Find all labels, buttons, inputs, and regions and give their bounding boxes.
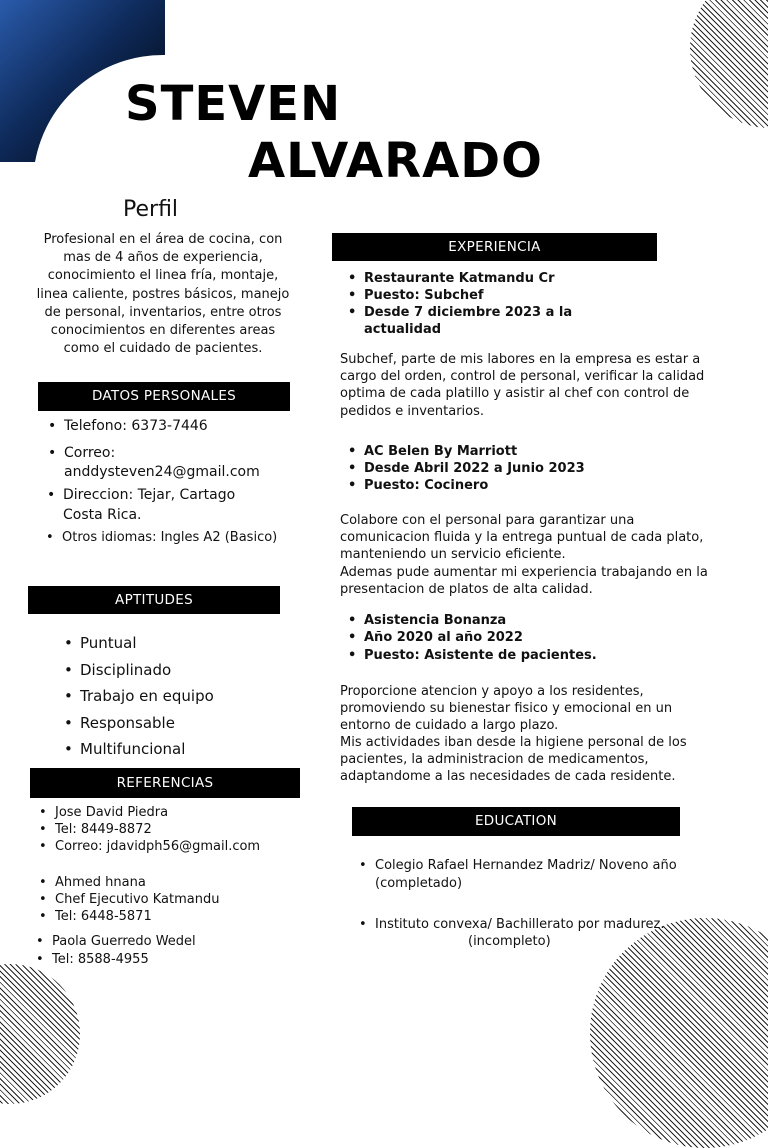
job1-company: • Restaurante Katmandu Cr [364,271,554,286]
email-value: anddysteven24@gmail.com [64,464,260,480]
referencias-heading: REFERENCIAS [30,768,300,798]
address-line-2: Costa Rica. [63,507,142,523]
profile-text: Profesional en el área de cocina, con mas de 4 años de experiencia, conocimiento el linea fría, montaje, linea caliente, postres básicos, manejo de personal, inventarios, entre otros conocimientos en diferentes areas como el cuidado de pacientes. [36,232,290,357]
reference-line: • Ahmed hnana [55,875,146,890]
job1-position: • Puesto: Subchef [364,288,484,303]
aptitude-item: • Multifuncional [80,740,185,758]
job1-dates-cont: actualidad [364,322,442,337]
hatched-circle-top-right [690,0,768,128]
experiencia-heading: EXPERIENCIA [332,233,657,261]
hatched-circle-bottom-left [0,964,80,1104]
aptitude-item: • Disciplinado [80,661,171,679]
job2-position: • Puesto: Cocinero [364,478,488,493]
address-line-1: • Direccion: Tejar, Cartago [63,487,235,503]
job3-dates: • Año 2020 al año 2022 [364,630,523,645]
job1-description: Subchef, parte de mis labores en la empresa es estar a cargo del orden, control de personal, verificar la calidad optima de cada platillo y asistir al chef con control de pedidos e inventarios. [340,352,705,419]
job1-dates: • Desde 7 diciembre 2023 a la [364,305,572,320]
job2-description-2: Ademas pude aumentar mi experiencia trabajando en la presentacion de platos de alta calidad. [340,565,708,598]
reference-line: • Tel: 8449-8872 [55,822,152,837]
education-item-2: • Instituto convexa/ Bachillerato por madurez. [375,916,664,934]
reference-line: • Jose David Piedra [55,805,168,820]
education-item-1: • Colegio Rafael Hernandez Madriz/ Noveno año [375,857,677,875]
last-name: ALVARADO [248,133,543,189]
reference-line: • Tel: 6448-5871 [55,909,152,924]
profile-title: Perfil [123,197,179,222]
job2-description-1: Colabore con el personal para garantizar una comunicacion fluida y la entrega puntual de cada plato, manteniendo un servicio eficiente. [340,513,704,563]
aptitude-item: • Puntual [80,634,137,652]
reference-line: • Chef Ejecutivo Katmandu [55,892,219,907]
job3-company: • Asistencia Bonanza [364,613,506,628]
email-label: • Correo: [64,445,115,461]
first-name: STEVEN [125,76,342,132]
job2-dates: • Desde Abril 2022 a Junio 2023 [364,461,585,476]
languages-item: • Otros idiomas: Ingles A2 (Basico) [62,530,277,545]
education-item-2-status: (incompleto) [468,934,551,949]
job3-description-1: Proporcione atencion y apoyo a los residentes, promoviendo su bienestar fisico y emocional en un entorno de cuidado a largo plazo. [340,684,673,734]
education-heading: EDUCATION [352,807,680,836]
reference-line: • Tel: 8588-4955 [52,952,149,967]
job3-description-2: Mis actividades iban desde la higiene personal de los pacientes, la administracion de medicamentos, adaptandome a las necesidades de cada residente. [340,735,687,785]
job2-company: • AC Belen By Marriott [364,444,517,459]
reference-line: • Paola Guerredo Wedel [52,934,196,949]
datos-personales-heading: DATOS PERSONALES [38,382,290,411]
hatched-circle-bottom-right [590,918,768,1148]
reference-line: • Correo: jdavidph56@gmail.com [55,839,260,854]
phone-item: • Telefono: 6373-7446 [64,418,208,434]
aptitudes-heading: APTITUDES [28,586,280,614]
job3-position: • Puesto: Asistente de pacientes. [364,648,597,663]
education-item-1-status: (completado) [375,876,463,891]
aptitude-item: • Trabajo en equipo [80,687,214,705]
aptitude-item: • Responsable [80,714,175,732]
